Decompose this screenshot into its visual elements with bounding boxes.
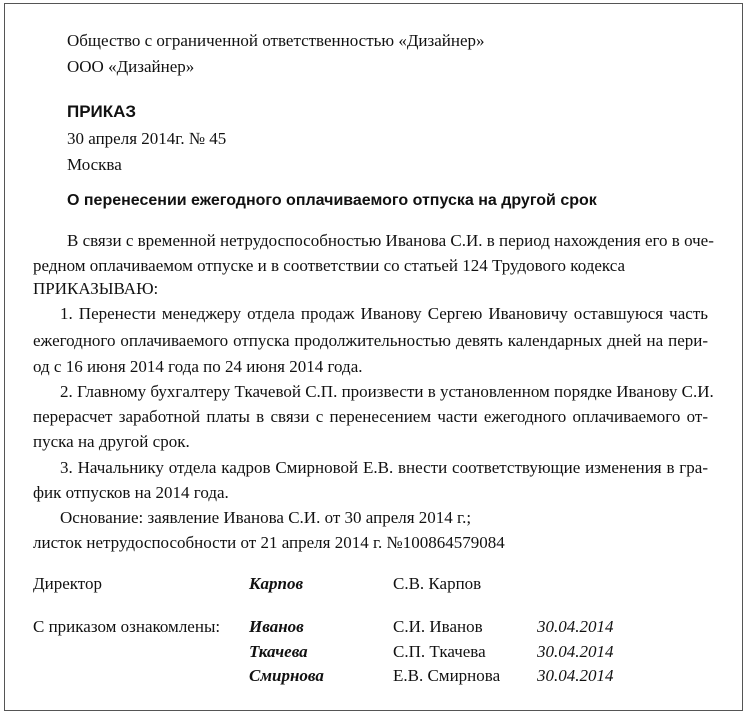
item2-line-3: пуска на другой срок. [33, 432, 190, 451]
acquainted-label: С приказом ознакомлены: [33, 617, 221, 636]
org-short-name: ООО «Дизайнер» [67, 57, 195, 76]
item2-line-1: 2. Главному бухгалтеру Ткачевой С.П. произвести в установленном порядке Иванову С.И. [60, 382, 714, 401]
name-ivanov: С.И. Иванов [393, 617, 483, 636]
order-word: ПРИКАЗЫВАЮ: [33, 279, 159, 298]
signature-tkacheva: Ткачева [249, 642, 308, 661]
basis-line-2: листок нетрудоспособности от 21 апреля 2014 г. №100864579084 [33, 533, 505, 552]
name-smirnova: Е.В. Смирнова [393, 666, 501, 685]
basis-line-1: Основание: заявление Иванова С.И. от 30 апреля 2014 г.; [60, 508, 472, 527]
order-subject: О перенесении ежегодного оплачиваемого отпуска на другой срок [67, 192, 597, 209]
name-tkacheva: С.П. Ткачева [393, 642, 486, 661]
item1-line-1: 1. Перенести менеджеру отдела продаж Иванову Сергею Ивановичу оставшуюся часть [60, 304, 708, 323]
order-date-number: 30 апреля 2014г. № 45 [67, 129, 227, 148]
item3-line-2: фик отпусков на 2014 года. [33, 483, 229, 502]
item2-line-2: перерасчет заработной платы в связи с перенесением части ежегодного оплачиваемого от- [33, 407, 708, 426]
signature-smirnova: Смирнова [249, 666, 324, 685]
director-signature: Карпов [249, 574, 304, 593]
org-full-name: Общество с ограниченной ответственностью «Дизайнер» [67, 31, 485, 50]
item1-line-2: ежегодного оплачиваемого отпуска продолжительностью девять календарных дней на пери- [33, 331, 708, 350]
signature-ivanov: Иванов [249, 617, 304, 636]
item3-line-1: 3. Начальнику отдела кадров Смирновой Е.В. внести соответствующие изменения в гра- [60, 458, 708, 477]
date-ivanov: 30.04.2014 [537, 617, 614, 636]
intro-line-1: В связи с временной нетрудоспособностью Иванова С.И. в период нахождения его в оче- [67, 231, 714, 250]
intro-line-2: редном оплачиваемом отпуске и в соответствии со статьей 124 Трудового кодекса [33, 256, 626, 275]
director-label: Директор [33, 574, 102, 593]
date-smirnova: 30.04.2014 [537, 666, 614, 685]
order-city: Москва [67, 155, 122, 174]
director-name: С.В. Карпов [393, 574, 482, 593]
order-title: ПРИКАЗ [67, 102, 137, 121]
item1-line-3: од с 16 июня 2014 года по 24 июня 2014 года. [33, 357, 363, 376]
date-tkacheva: 30.04.2014 [537, 642, 614, 661]
